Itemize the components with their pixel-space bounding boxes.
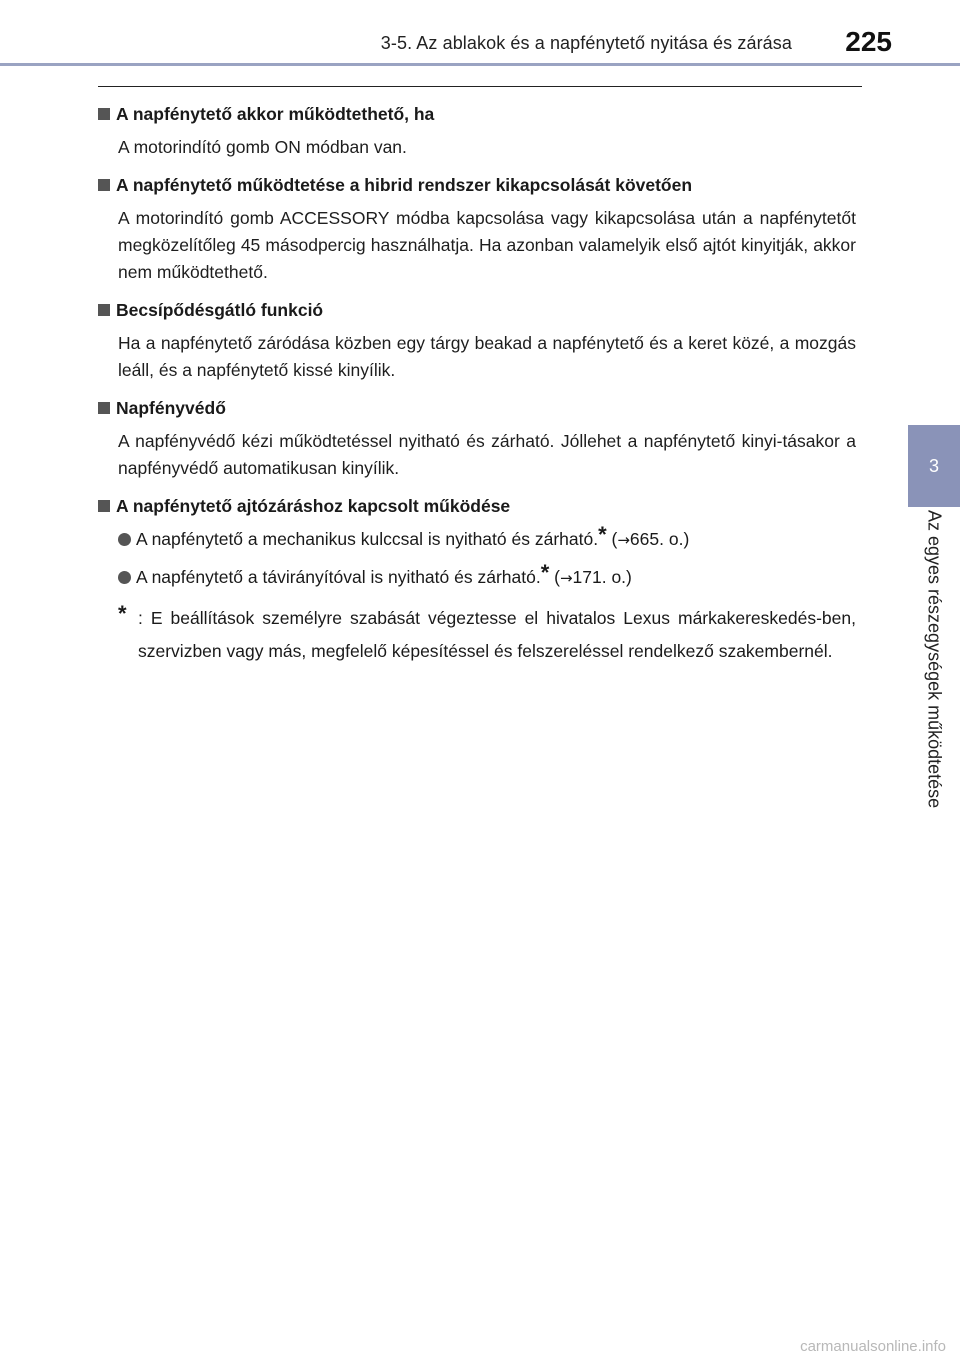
section-paragraph: A motorindító gomb ON módban van.	[118, 137, 407, 157]
square-bullet-icon	[98, 304, 110, 316]
section-sunshade	[98, 394, 856, 482]
section-jam-protection	[98, 296, 856, 384]
list-item-text: A napfénytető a mechanikus kulccsal is nyitható és zárható.	[136, 529, 599, 549]
section-heading: A napfénytető működtetése a hibrid rendszer kikapcsolását követően	[116, 175, 693, 195]
section-paragraph: Ha a napfénytető záródása közben egy tárgy beakad a napfénytető és a keret közé, a mozgás leáll, és a napfénytető kissé kinyílik.	[118, 333, 856, 380]
page-number: 225	[845, 26, 892, 57]
section-heading: Becsípődésgátló funkció	[116, 300, 324, 320]
circle-bullet-icon	[118, 571, 131, 584]
content-rule	[98, 86, 862, 87]
section-after-hybrid-off	[98, 171, 856, 286]
footer-watermark: carmanualsonline.info	[800, 1338, 946, 1355]
list-item-text: A napfénytető a távirányítóval is nyitható és zárható.	[136, 567, 541, 587]
page-content	[98, 100, 856, 668]
section-operable-when	[98, 100, 856, 161]
section-heading: A napfénytető ajtózáráshoz kapcsolt működése	[116, 496, 511, 516]
list-item: A napfénytető a távirányítóval is nyitható és zárható.* (→171. o.)	[118, 564, 856, 592]
section-paragraph: A motorindító gomb ACCESSORY módba kapcsolása vagy kikapcsolása után a napfénytetőt megközelítőleg 45 másodpercig használhatja. Ha azonban valamelyik első ajtót kinyitják, akkor nem működtethető.	[118, 208, 856, 282]
header-rule	[0, 63, 960, 66]
square-bullet-icon	[98, 108, 110, 120]
chapter-tab	[908, 425, 960, 507]
square-bullet-icon	[98, 402, 110, 414]
section-door-lock-link	[98, 492, 856, 592]
footnote-marker: *	[598, 522, 607, 548]
section-heading: Napfényvédő	[116, 398, 226, 418]
footnote-text: : E beállítások személyre szabását végeztesse el hivatalos Lexus márkakereskedés-ben, szervizben vagy más, megfelelő képesítéssel és felszereléssel rendelkező szakembernél.	[138, 608, 856, 661]
arrow-right-icon: →	[617, 531, 630, 549]
square-bullet-icon	[98, 179, 110, 191]
section-heading: A napfénytető akkor működtethető, ha	[116, 104, 435, 124]
footnote	[118, 602, 856, 668]
square-bullet-icon	[98, 500, 110, 512]
page-reference[interactable]: 171. o.)	[572, 567, 632, 587]
arrow-right-icon: →	[559, 569, 573, 587]
section-paragraph: A napfényvédő kézi működtetéssel nyitható és zárható. Jóllehet a napfénytető kinyi-tásakor a napfényvédő automatikusan kinyílik.	[118, 431, 856, 478]
circle-bullet-icon	[118, 533, 131, 546]
chapter-tab-label: Az egyes részegységek működtetése	[924, 510, 945, 809]
footnote-marker: *	[540, 560, 550, 586]
page-reference[interactable]: 665. o.)	[629, 529, 690, 549]
chapter-tab-number: 3	[928, 455, 939, 476]
list-item: A napfénytető a mechanikus kulccsal is nyitható és zárható.* (→665. o.)	[118, 526, 856, 554]
footnote-mark: *	[118, 601, 127, 626]
page-header	[0, 0, 960, 66]
chapter-title: 3-5. Az ablakok és a napfénytető nyitása és zárása	[380, 33, 792, 53]
